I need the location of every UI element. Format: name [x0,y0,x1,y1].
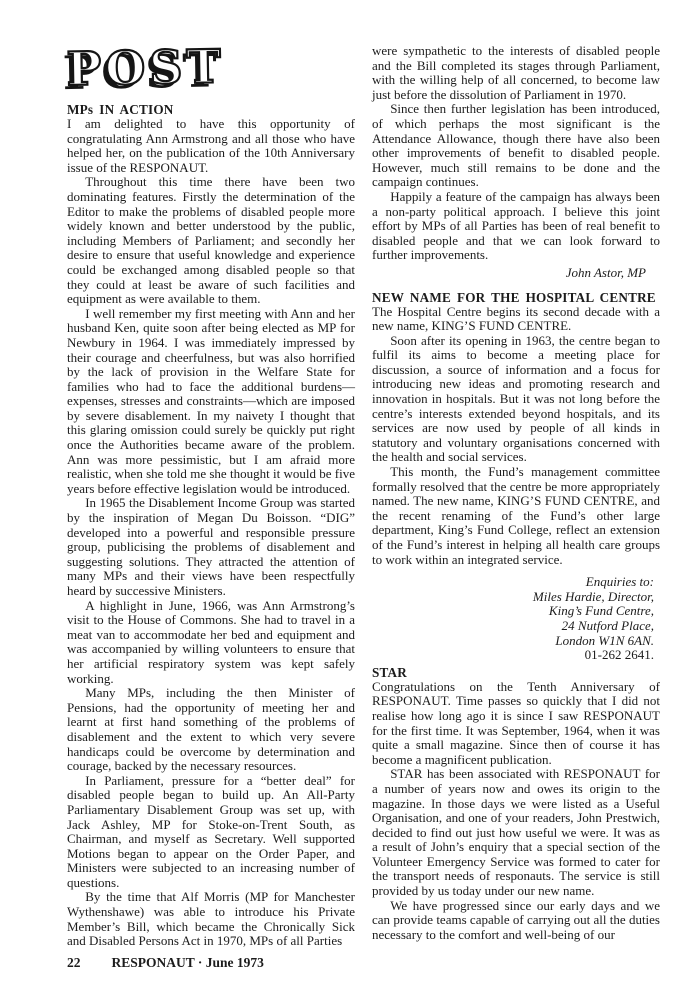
paragraph: Happily a feature of the campaign has always been a non-party political approach. I believe this joint effort by MPs of all Parties has been of real benefit to disabled people and that we can look forward to further improvements. [372,188,660,263]
paragraph: Since then further legislation has been introduced, of which perhaps the most significant is the Attendance Allowance, though there have also been other improvements of benefit to disabled people. However, much still remains to be done and the campaign continues. [372,101,660,190]
paragraph: Throughout this time there have been two dominating features. Firstly the determination of the Editor to make the problems of disabled people more widely known and better understood by the public, including Members of Parliament; and secondly her desire to ensure that useful knowledge and experience could be exchanged among disabled people so that they could at least be aware of such facilities and equipment as were available to them. [67,174,355,307]
two-column-layout [66,39,660,949]
enquiries-line: Enquiries to: [585,574,654,590]
enquiries-line: 24 Nutford Place, [561,617,654,633]
paragraph: By the time that Alf Morris (MP for Manchester Wythenshawe) was able to introduce his Private Member’s Bill, which became the Chronically Sick and Disabled Persons Act in 1970, MPs of all Parties [67,889,355,949]
page-number: 22 [67,955,81,970]
section-heading-star: STAR [372,664,407,680]
enquiries-line: King’s Fund Centre, [548,603,654,619]
paragraph: STAR has been associated with RESPONAUT for a number of years now and owes its origin to the magazine. In those days we were listed as a Useful Organisation, and one of your readers, John Prestwich, decided to find out just how useful we were. It was as a result of John’s enquiry that a special section of the Volunteer Emergency Service was formed to cater for the transport needs of responauts. The service is still provided by us today under our new name. [372,766,660,899]
paragraph: Many MPs, including the then Minister of Pensions, had the opportunity of meeting her and learnt at first hand something of the problems of disablement and the extent to which very severe handicaps could be overcome by determination and courage, backed by the necessary resources. [67,685,355,774]
signature-john-astor: John Astor, MP [565,264,646,280]
enquiries-line: Miles Hardie, Director, [532,588,654,604]
page-footer [67,955,264,971]
paragraph: I well remember my first meeting with Ann and her husband Ken, quite soon after being elected as MP for Newbury in 1964. I was immediately impressed by their courage and cheerfulness, but was also horrified by the lack of provision in the Welfare State for families who had to face the additional burdens—expenses, stresses and constraints—which are imposed by severe disablement. In my naivety I thought that this glaring omission could surely be quickly put right once the Authorities became aware of the problem. Ann was more pessimistic, but I am afraid more realistic, when she told me she thought it would be five years before effective legislation would be introduced. [67,305,355,496]
post-logo: POST [66,39,226,96]
right-column [372,44,660,949]
left-column [66,39,355,949]
section-heading-mps-in-action: MPs IN ACTION [67,102,174,117]
enquiries-block [372,575,660,663]
paragraph: The Hospital Centre begins its second decade with a new name, KING’S FUND CENTRE. [372,303,660,334]
paragraph: A highlight in June, 1966, was Ann Armstrong’s visit to the House of Commons. She had to travel in a meat van to accommodate her bed and equipment and was accompanied by willing volunteers to ensure that her artificial respiratory system was kept safely working. [67,597,355,686]
paragraph: were sympathetic to the interests of disabled people and the Bill completed its stages through Parliament, with the willing help of all concerned, to become law just before the dissolution of Parliament in 1970. [372,43,660,102]
enquiries-line: London W1N 6AN. [555,632,654,648]
section-heading-new-name: NEW NAME FOR THE HOSPITAL CENTRE [372,289,656,305]
paragraph: This month, the Fund’s management committee formally resolved that the centre be more appropriately named. The new name, KING’S FUND CENTRE, and the recent renaming of the Fund’s other large department, King’s Fund College, reflect an extension of the Fund’s interest in helping all health care groups to work within an integrated service. [372,464,660,567]
paragraph: We have progressed since our early days and we can provide teams capable of carrying out all the duties necessary to the comfort and well-being of our [372,897,660,942]
enquiries-phone: 01-262 2641. [584,647,654,663]
paragraph: In 1965 the Disablement Income Group was started by the inspiration of Megan Du Boisson. “DIG” developed into a powerful and responsible pressure group, publicising the problems of disablement and suggesting solutions. They attracted the attention of many MPs and their views have been respectfully heard by successive Ministers. [67,495,355,598]
paragraph: Congratulations on the Tenth Anniversary of RESPONAUT. Time passes so quickly that I did not realise how long ago it is since I saw RESPONAUT for the first time. It was September, 1964, when it was quite a small magazine. Since then of course it has become a magnificent publication. [372,678,660,767]
paragraph: Soon after its opening in 1963, the centre began to fulfil its aims to become a meeting place for discussion, a source of information and a focus for introducing new ideas and promoting research and innovation in hospitals. But it was not long before the centre’s interests extended beyond hospitals, and its services are now used by people of all kinds in statutory and voluntary organisations concerned with the health and social services. [372,332,660,465]
paragraph: I am delighted to have this opportunity of congratulating Ann Armstrong and all those who have helped her, on the publication of the 10th Anniversary issue of the RESPONAUT. [67,116,355,175]
paragraph: In Parliament, pressure for a “better deal” for disabled people began to build up. An All-Party Parliamentary Disablement Group was set up, with Jack Ashley, MP for Stoke-on-Trent South, as Chairman, and myself as Secretary. Well supported Motions began to appear on the Order Paper, and Ministers were subjected to an increasing number of questions. [67,772,355,890]
issue-title: RESPONAUT · June 1973 [111,955,264,970]
